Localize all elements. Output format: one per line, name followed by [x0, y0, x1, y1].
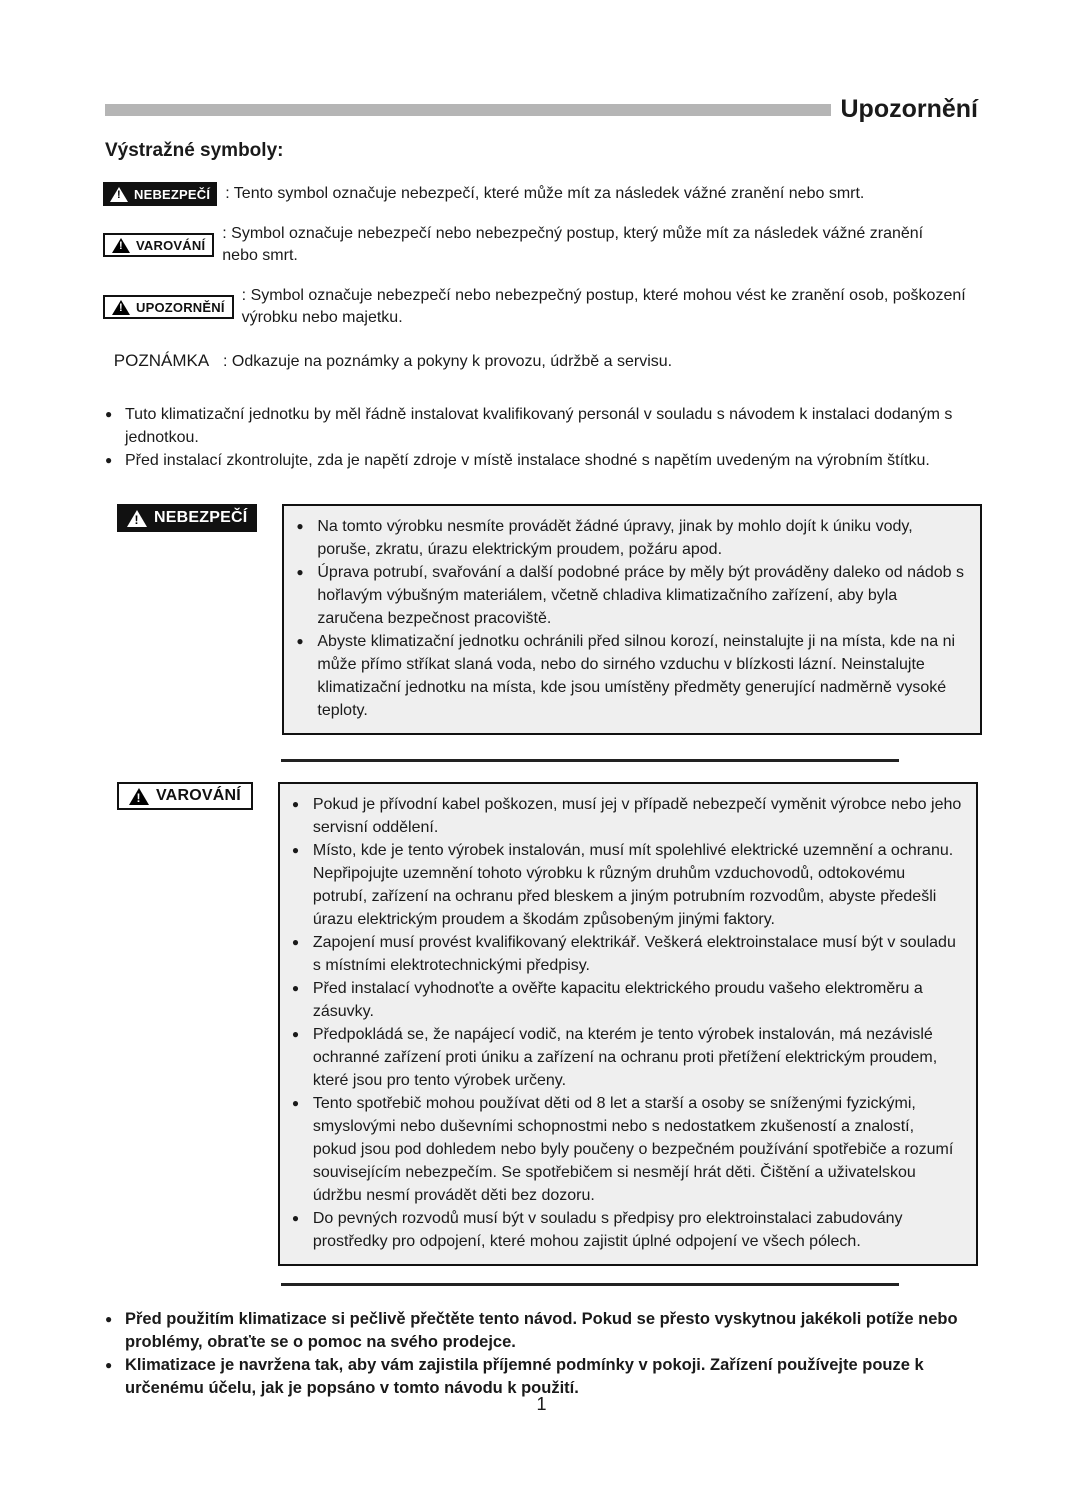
bullet-icon: ●: [291, 843, 300, 857]
list-item: [292, 1023, 962, 1092]
bullet-icon: ●: [291, 935, 300, 949]
symbol-row-warning: [103, 223, 993, 267]
page-number: 1: [536, 1394, 547, 1414]
header-gray-bar: [105, 104, 831, 116]
danger-badge-label: NEBEZPEČÍ: [134, 186, 211, 202]
warning-badge: [103, 233, 214, 257]
warning-triangle-icon: [112, 238, 130, 253]
intro-bullet-text: Tuto klimatizační jednotku by měl řádně instalovat kvalifikovaný personál v souladu s návodem k instalaci dodaným s jednotkou.: [125, 406, 953, 446]
bullet-icon: ●: [291, 981, 300, 995]
danger-symbol-description: : Tento symbol označuje nebezpečí, které může mít za následek vážné zranění nebo smrt.: [225, 185, 865, 202]
bullet-icon: ●: [291, 1027, 300, 1041]
warning-triangle-icon: [129, 788, 149, 805]
warning-section: [0, 782, 1083, 1266]
bullet-icon: ●: [291, 1096, 300, 1110]
bullet-icon: ●: [296, 519, 304, 533]
warning-section-label: VAROVÁNÍ: [156, 787, 241, 804]
danger-item-text: Abyste klimatizační jednotku ochránili před silnou korozí, neinstalujte ji na místa, kde na ni může přímo stříkat slaná voda, nebo do sirného vzduchu v blízkosti lázní. Neinstalujte klimatizační jednotku na místa, kde jsou umístěny předměty generující nadměrně vysoké teploty.: [317, 633, 956, 719]
danger-box: [282, 504, 982, 735]
danger-section-badge: [117, 504, 257, 532]
symbol-row-note: [103, 351, 993, 373]
list-item: [296, 561, 966, 630]
caution-symbol-description: : Symbol označuje nebezpečí nebo nebezpečný postup, které mohou vést ke zranění osob, poškození výrobku nebo majetku.: [241, 287, 966, 326]
list-item: [105, 449, 965, 472]
bullet-icon: ●: [105, 453, 113, 467]
danger-badge: [103, 182, 217, 206]
closing-bullet-text: Klimatizace je navržena tak, aby vám zajistila příjemné podmínky v pokoji. Zařízení používejte pouze k určenému účelu, jak je popsáno v tomto návodu k použití.: [125, 1356, 924, 1397]
section-divider: [281, 1283, 899, 1286]
closing-bullet-text: Před použitím klimatizace si pečlivě přečtěte tento návod. Pokud se přesto vyskytnou jakékoli potíže nebo problémy, obraťte se o pomoc na svého prodejce.: [125, 1310, 958, 1351]
danger-item-text: Na tomto výrobku nesmíte provádět žádné úpravy, jinak by mohlo dojít k úniku vody, poruše, zkratu, úrazu elektrickým proudem, požáru apod.: [317, 518, 913, 558]
bullet-icon: ●: [105, 407, 113, 421]
warning-badge-label: VAROVÁNÍ: [136, 237, 206, 253]
warning-section-badge: [117, 782, 253, 810]
warning-item-text: Předpokládá se, že napájecí vodič, na kterém je tento výrobek instalován, má nezávislé ochranné zařízení proti úniku a zařízení na ochranu proti přetížení elektrickým proudem, které jsou pro tento výrobek určeny.: [312, 1026, 938, 1089]
danger-item-text: Úprava potrubí, svařování a další podobné práce by měly být prováděny daleko od nádob s hořlavým výbušným materiálem, včetně chladiva klimatizačního zařízení, aby byla zaručena bezpečnost pracoviště.: [317, 564, 964, 627]
danger-section-label: NEBEZPEČÍ: [154, 509, 248, 526]
bullet-icon: ●: [291, 797, 300, 811]
warning-item-text: Zapojení musí provést kvalifikovaný elektrikář. Veškerá elektroinstalace musí být v souladu s místními elektrotechnickými předpisy.: [312, 934, 956, 974]
warning-item-text: Pokud je přívodní kabel poškozen, musí jej v případě nebezpečí vyměnit výrobce nebo jeho servisní oddělení.: [312, 796, 962, 836]
list-item: [292, 839, 962, 931]
intro-bullet-text: Před instalací zkontrolujte, zda je napětí zdroje v místě instalace shodné s napětím uvedeným na výrobním štítku.: [125, 452, 930, 469]
warning-triangle-icon: [112, 300, 130, 315]
list-item: [105, 1308, 980, 1354]
caution-badge-label: UPOZORNĚNÍ: [136, 299, 225, 315]
warning-item-text: Místo, kde je tento výrobek instalován, musí mít spolehlivé elektrické uzemnění a ochranu. Nepřipojujte uzemnění tohoto výrobku k různým druhům vzduchovodů, odtokovému potrubí, zařízení na ochranu před bleskem a jiným potrubním rozvodům, abyste předešli úrazu elektrickým proudem a škodám způsobeným jinými faktory.: [312, 842, 954, 928]
symbols-section-title: Výstražné symboly:: [105, 140, 284, 161]
list-item: [296, 630, 966, 722]
list-item: [292, 1207, 962, 1253]
danger-section: [0, 504, 1083, 735]
warning-triangle-icon: [127, 510, 147, 527]
closing-bullet-list: [105, 1308, 980, 1400]
bullet-icon: ●: [296, 634, 304, 648]
warning-item-text: Do pevných rozvodů musí být v souladu s předpisy pro elektroinstalaci zabudovány prostředky pro odpojení, které mohou zajistit úplné odpojení ve všech pólech.: [312, 1210, 903, 1250]
list-item: [105, 403, 965, 449]
intro-bullet-list: [105, 403, 965, 472]
list-item: [296, 515, 966, 561]
bullet-icon: ●: [291, 1211, 300, 1225]
page-header: [105, 95, 978, 124]
warning-item-text: Tento spotřebič mohou používat děti od 8 let a starší a osoby se sníženými fyzickými, smyslovými nebo duševními schopnostmi nebo s nedostatkem zkušeností a znalostí, pokud jsou pod dohledem nebo byly poučeny o bezpečném používání spotřebiče a rozumí souvisejícím nebezpečím. Se spotřebičem si nesmějí hrát děti. Čištění a uživatelskou údržbu nesmí provádět děti bez dozoru.: [312, 1095, 954, 1204]
bullet-icon: ●: [105, 1358, 113, 1372]
warning-box: [278, 782, 978, 1266]
bullet-icon: ●: [296, 565, 304, 579]
section-divider: [281, 759, 899, 762]
warning-triangle-icon: [110, 187, 128, 202]
caution-badge: [103, 295, 234, 319]
note-description: : Odkazuje na poznámky a pokyny k provozu, údržbě a servisu.: [223, 353, 673, 370]
list-item: [292, 977, 962, 1023]
warning-item-text: Před instalací vyhodnoťte a ověřte kapacitu elektrického proudu vašeho elektroměru a zásuvky.: [312, 980, 923, 1020]
page-title: Upozornění: [840, 95, 978, 123]
note-label: POZNÁMKA: [113, 351, 210, 370]
symbol-row-caution: [103, 285, 993, 329]
bullet-icon: ●: [105, 1312, 113, 1326]
warning-symbol-description: : Symbol označuje nebezpečí nebo nebezpečný postup, který může mít za následek vážné zranění nebo smrt.: [222, 225, 924, 264]
list-item: [292, 1092, 962, 1207]
list-item: [292, 793, 962, 839]
symbol-row-danger: [103, 182, 993, 206]
list-item: [292, 931, 962, 977]
